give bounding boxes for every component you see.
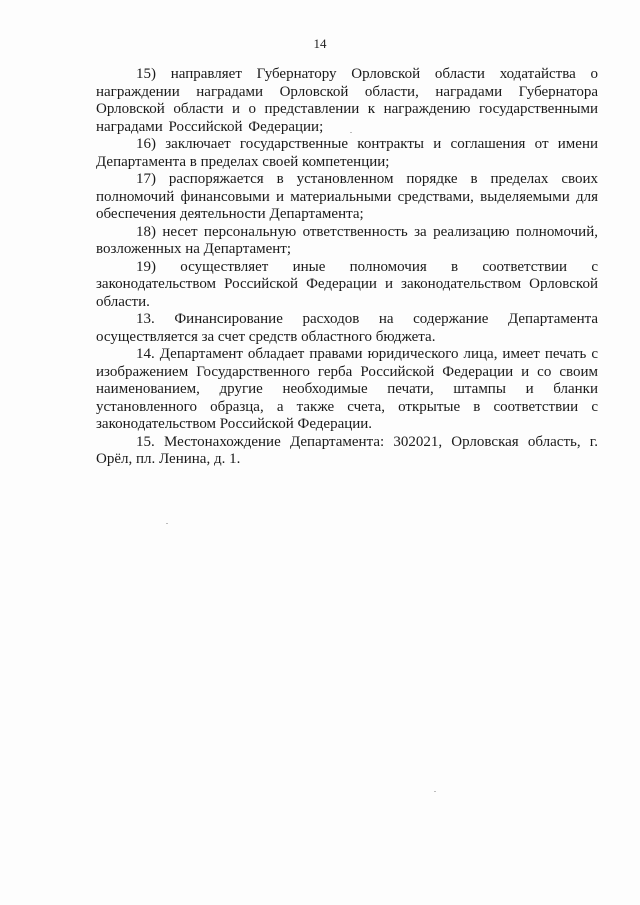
paragraph-item-18: 18) несет персональную ответственность за реализацию полномочий, возложенных на Департамент; (96, 223, 598, 257)
paragraph-item-15: 15) направляет Губернатору Орловской области ходатайства о награждении наградами Орловской области, наградами Губернатора Орловской области и о представлении к награждению государственными наградами Российской Федерации; (96, 66, 598, 135)
paragraph-item-16: 16) заключает государственные контракты и соглашения от имени Департамента в пределах своей компетенции; (96, 136, 598, 170)
paragraph-item-19: 19) осуществляет иные полномочия в соответствии с законодательством Российской Федерации и законодательством Орловской области. (96, 258, 598, 310)
paragraph-section-13: 13. Финансирование расходов на содержание Департамента осуществляется за счет средств областного бюджета. (96, 311, 598, 345)
paragraph-section-15: 15. Местонахождение Департамента: 302021, Орловская область, г. Орёл, пл. Ленина, д. 1. (96, 433, 598, 467)
scan-speck (434, 791, 436, 792)
paragraph-section-14: 14. Департамент обладает правами юридического лица, имеет печать с изображением Государственного герба Российской Федерации и со своим наименованием, другие необходимые печати, штампы и бланки установленного образца, а также счета, открытые в соответствии с законодательством Российской Федерации. (96, 346, 598, 432)
scan-speck (350, 132, 352, 133)
page-number: 14 (313, 36, 327, 51)
scan-speck (166, 523, 168, 524)
paragraph-item-17: 17) распоряжается в установленном порядке в пределах своих полномочий финансовыми и материальными средствами, выделяемыми для обеспечения деятельности Департамента; (96, 171, 598, 222)
document-body (96, 66, 598, 469)
